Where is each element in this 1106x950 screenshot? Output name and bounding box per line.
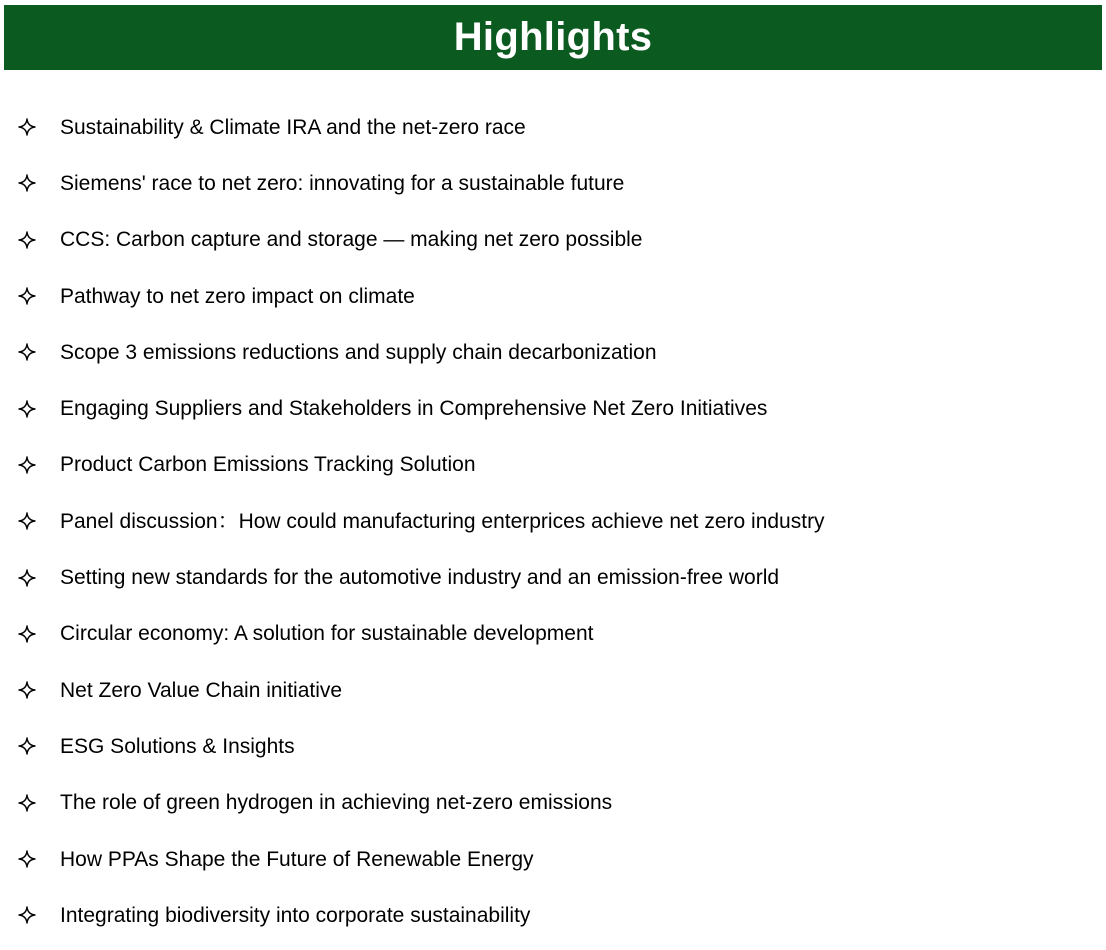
- highlights-header-bar: [4, 5, 1102, 70]
- star-bullet-icon: [18, 287, 36, 305]
- star-bullet-icon: [18, 118, 36, 136]
- list-item-text: Scope 3 emissions reductions and supply chain decarbonization: [60, 340, 657, 364]
- list-item-text: Engaging Suppliers and Stakeholders in Comprehensive Net Zero Initiatives: [60, 397, 768, 421]
- star-bullet-icon: [18, 794, 36, 812]
- star-bullet-icon: [18, 456, 36, 474]
- star-bullet-icon: [18, 231, 36, 249]
- list-item-text: Product Carbon Emissions Tracking Solution: [60, 453, 476, 477]
- star-bullet-icon: [18, 625, 36, 643]
- star-bullet-icon: [18, 512, 36, 530]
- page-title: Highlights: [453, 14, 653, 59]
- list-item-text: How PPAs Shape the Future of Renewable Energy: [60, 847, 534, 871]
- list-item-text: Panel discussion：How could manufacturing enterprices achieve net zero industry: [60, 509, 825, 533]
- list-item-text: Sustainability & Climate IRA and the net-zero race: [60, 115, 526, 139]
- list-item-text: Net Zero Value Chain initiative: [60, 678, 343, 702]
- star-bullet-icon: [18, 681, 36, 699]
- star-bullet-icon: [18, 400, 36, 418]
- star-bullet-icon: [18, 850, 36, 868]
- star-bullet-icon: [18, 737, 36, 755]
- star-bullet-icon: [18, 174, 36, 192]
- list-item-text: The role of green hydrogen in achieving net-zero emissions: [60, 791, 613, 815]
- list-item-text: ESG Solutions & Insights: [60, 734, 295, 758]
- list-item-text: Pathway to net zero impact on climate: [60, 284, 415, 308]
- star-bullet-icon: [18, 343, 36, 361]
- list-item-text: Siemens' race to net zero: innovating for a sustainable future: [60, 171, 625, 195]
- star-bullet-icon: [18, 906, 36, 924]
- list-item-text: Circular economy: A solution for sustainable development: [60, 622, 594, 646]
- list-item-text: Integrating biodiversity into corporate sustainability: [60, 903, 531, 927]
- list-item-text: Setting new standards for the automotive industry and an emission-free world: [60, 566, 780, 590]
- star-bullet-icon: [18, 569, 36, 587]
- list-item-text: CCS: Carbon capture and storage — making net zero possible: [60, 228, 643, 252]
